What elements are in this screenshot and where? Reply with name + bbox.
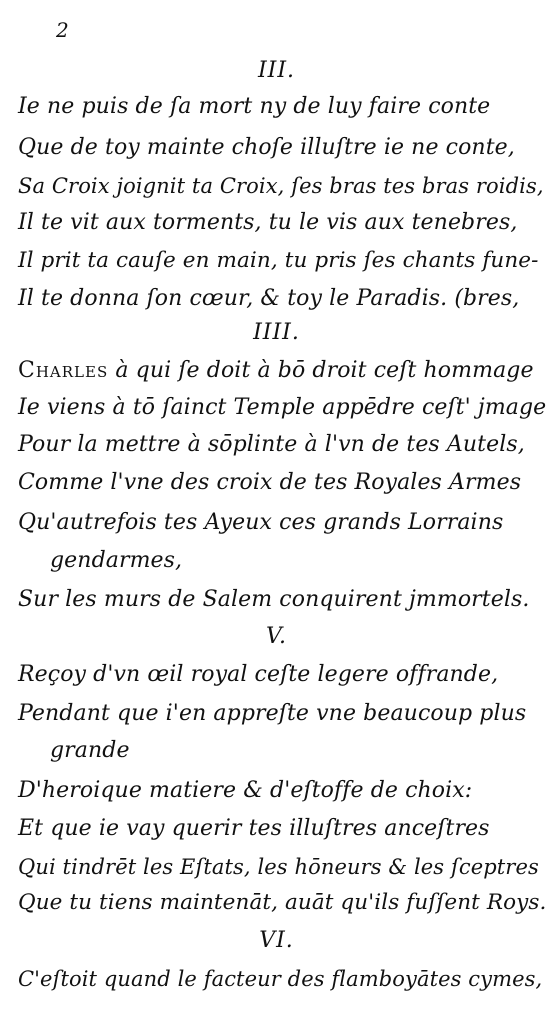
verse-line: C'eſtoit quand le facteur des flamboyātes cymes, (18, 967, 543, 991)
verse-line: Il te vit aux torments, tu le vis aux tenebres, (18, 210, 518, 235)
verse-line-continuation: grande (50, 738, 130, 763)
verse-line-charles (18, 356, 534, 386)
section-heading-iii: III. (257, 58, 296, 83)
verse-line: Qu'autrefois tes Ayeux ces grands Lorrains (18, 510, 504, 535)
charles-name: Charles (18, 358, 109, 383)
verse-line: Que tu tiens maintenāt, auāt qu'ils fuſſent Roys. (18, 890, 547, 915)
verse-line: Que de toy mainte choſe illuſtre ie ne conte, (18, 135, 515, 160)
page-number: 2 (56, 18, 69, 42)
verse-line: Pendant que i'en appreſte vne beaucoup plus (18, 701, 527, 726)
section-heading-vi: VI. (259, 928, 294, 953)
verse-line: Pour la mettre à sōplinte à l'vn de tes Autels, (18, 432, 525, 457)
verse-line: Ie viens à tō ſainct Temple appēdre ceſt' jmage (18, 395, 547, 420)
charles-line-rest: à qui ſe doit à bō droit ceſt hommage (108, 358, 534, 383)
verse-line-continuation: gendarmes, (50, 548, 183, 573)
verse-line: Qui tindrēt les Eſtats, les hōneurs & les ſceptres (18, 855, 539, 879)
verse-line: Et que ie vay querir tes illuſtres anceſtres (18, 816, 490, 841)
verse-line: Sur les murs de Salem conquirent jmmortels. (18, 587, 530, 612)
verse-line: Il prit ta cauſe en main, tu pris ſes chants fune- (18, 248, 539, 273)
verse-line: Reçoy d'vn œil royal ceſte legere offrande, (18, 662, 499, 687)
section-heading-iiii: IIII. (253, 320, 300, 345)
verse-line: Il te donna ſon cœur, & toy le Paradis. (bres, (18, 286, 520, 311)
verse-line: D'heroique matiere & d'eſtoffe de choix: (18, 778, 473, 803)
section-heading-v: V. (265, 624, 288, 649)
verse-line: Comme l'vne des croix de tes Royales Armes (18, 470, 522, 495)
verse-line: Sa Croix joignit ta Croix, ſes bras tes bras roidis, (18, 174, 544, 198)
verse-line: Ie ne puis de ſa mort ny de luy faire conte (18, 94, 491, 119)
